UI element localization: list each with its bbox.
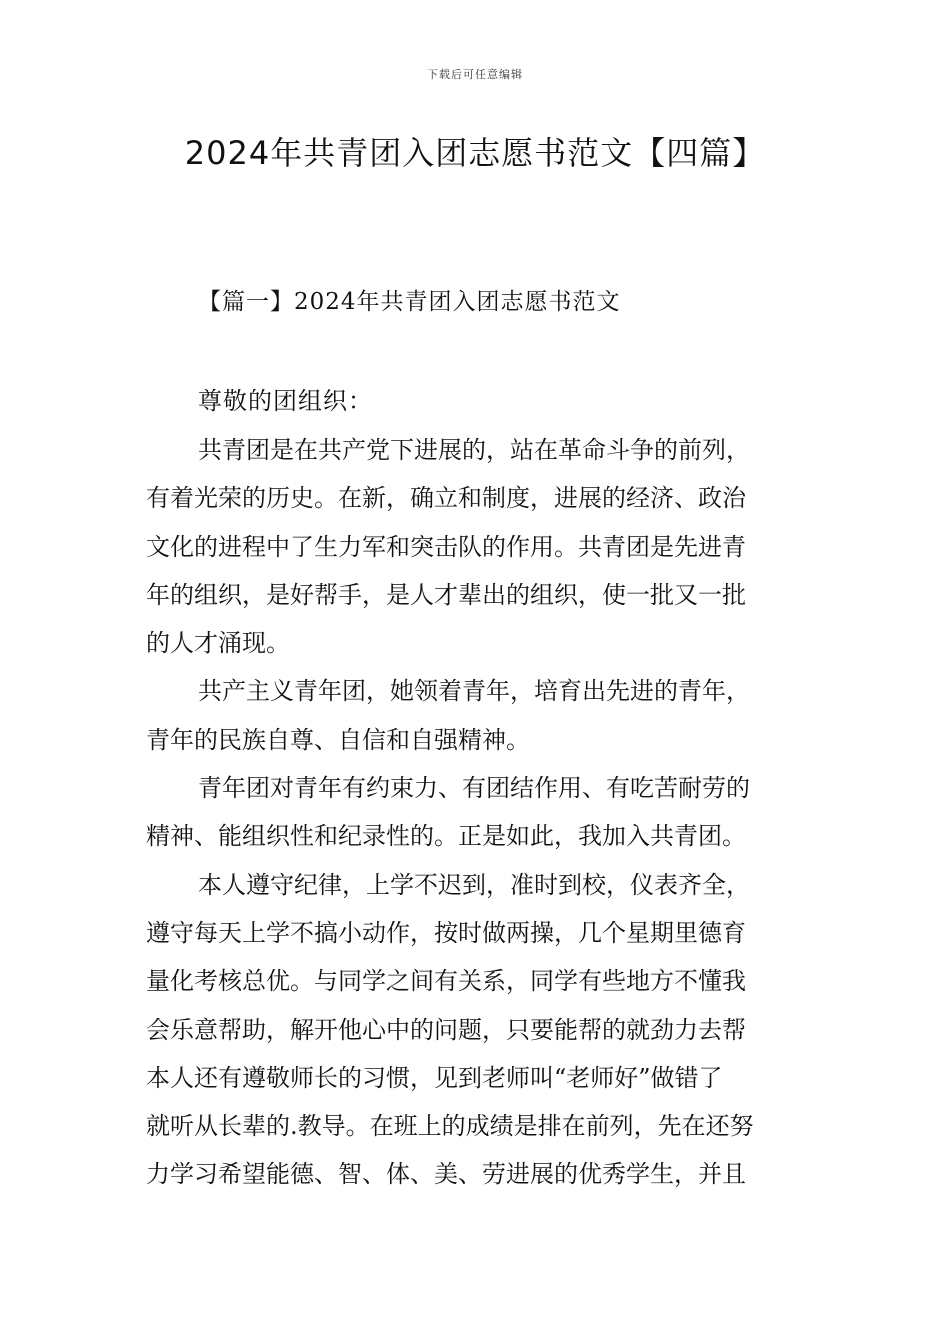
paragraph xyxy=(146,861,806,1199)
text-line: 青年团对青年有约束力、有团结作用、有吃苦耐劳的 xyxy=(198,774,750,803)
text-line: 力学习希望能德、智、体、美、劳进展的优秀学生，并且 xyxy=(146,1160,746,1189)
text-line: 有着光荣的历史。在新，确立和制度，进展的经济、政治 xyxy=(146,484,746,513)
text-line: 本人还有遵敬师长的习惯，见到老师叫“老师好”做错了 xyxy=(146,1063,723,1092)
text-line: 年的组织，是好帮手，是人才辈出的组织，使一批又一批 xyxy=(146,580,746,609)
text-line: 共产主义青年团，她领着青年，培育出先进的青年， xyxy=(198,677,750,706)
section-heading: 【篇一】2024年共青团入团志愿书范文 xyxy=(198,289,621,315)
text-line: 会乐意帮助，解开他心中的问题，只要能帮的就劲力去帮 xyxy=(146,1015,746,1044)
paragraph xyxy=(146,667,806,764)
paragraph xyxy=(146,426,806,667)
header-note: 下载后可任意编辑 xyxy=(427,68,523,81)
body-text xyxy=(146,426,806,1199)
text-line: 精神、能组织性和纪录性的。正是如此，我加入共青团。 xyxy=(146,822,746,851)
text-line: 量化考核总优。与同学之间有关系，同学有些地方不懂我 xyxy=(146,967,746,996)
text-line: 共青团是在共产党下进展的，站在革命斗争的前列， xyxy=(198,436,750,464)
text-line: 青年的民族自尊、自信和自强精神。 xyxy=(146,725,530,754)
text-line: 本人遵守纪律，上学不迟到，准时到校，仪表齐全， xyxy=(198,870,750,899)
document-title: 2024年共青团入团志愿书范文【四篇】 xyxy=(184,134,766,172)
paragraph xyxy=(146,764,806,861)
text-line: 遵守每天上学不搞小动作，按时做两操，几个星期里德育 xyxy=(146,918,746,947)
text-line: 文化的进程中了生力军和突击队的作用。共青团是先进青 xyxy=(146,532,746,561)
text-line: 的人才涌现。 xyxy=(146,629,290,658)
salutation: 尊敬的团组织： xyxy=(198,387,373,415)
text-line: 就听从长辈的.教导。在班上的成绩是排在前列，先在还努 xyxy=(146,1112,754,1141)
